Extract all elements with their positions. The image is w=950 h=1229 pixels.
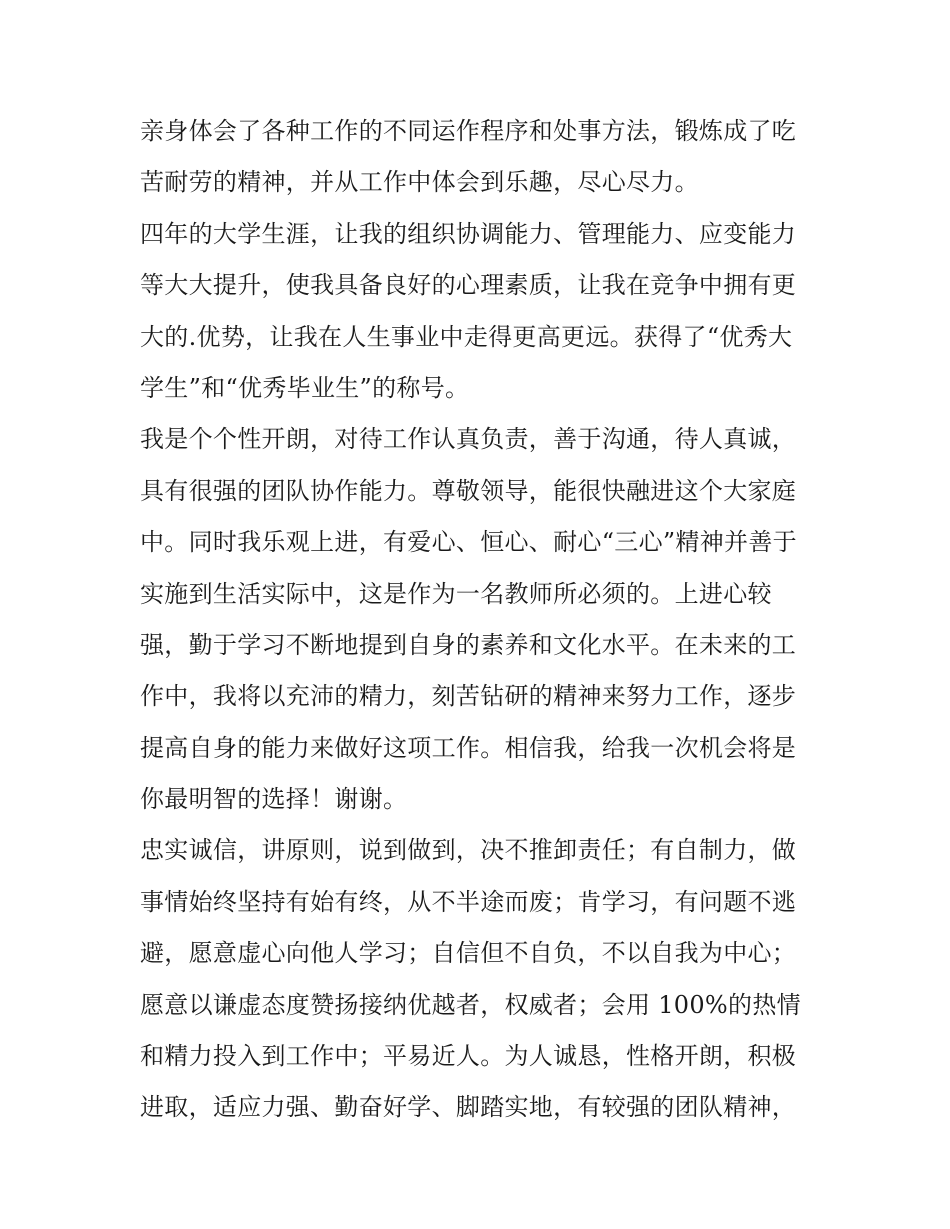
text-line: 实施到生活实际中，这是作为一名教师所必须的。上进心较 [140, 579, 772, 608]
text-line: 愿意以谦虚态度赞扬接纳优越者，权威者；会用 100%的热情 [140, 990, 801, 1019]
text-line: 中。同时我乐观上进，有爱心、恒心、耐心“三心”精神并善于 [140, 528, 797, 557]
text-line: 具有很强的团队协作能力。尊敬领导，能很快融进这个大家庭 [140, 476, 797, 505]
text-line: 等大大提升，使我具备良好的心理素质，让我在竞争中拥有更 [140, 271, 797, 300]
document-body [140, 106, 830, 1134]
text-line: 大的.优势，让我在人生事业中走得更高更远。获得了“优秀大 [140, 322, 793, 351]
text-line: 苦耐劳的精神，并从工作中体会到乐趣，尽心尽力。 [140, 168, 699, 197]
text-line: 忠实诚信，讲原则，说到做到，决不推卸责任；有自制力，做 [140, 836, 797, 865]
text-line: 四年的大学生涯，让我的组织协调能力、管理能力、应变能力 [140, 219, 797, 248]
text-line: 避，愿意虚心向他人学习；自信但不自负，不以自我为中心； [140, 939, 797, 968]
text-line: 强，勤于学习不断地提到自身的素养和文化水平。在未来的工 [140, 630, 797, 659]
text-line: 亲身体会了各种工作的不同运作程序和处事方法，锻炼成了吃 [140, 117, 797, 145]
text-line: 事情始终坚持有始有终，从不半途而废；肯学习，有问题不逃 [140, 887, 797, 916]
text-line: 你最明智的选择！谢谢。 [140, 785, 408, 814]
text-line: 提高自身的能力来做好这项工作。相信我，给我一次机会将是 [140, 733, 797, 762]
text-line: 学生”和“优秀毕业生”的称号。 [140, 373, 470, 402]
text-line: 作中，我将以充沛的精力，刻苦钻研的精神来努力工作，逐步 [140, 682, 797, 711]
text-line: 进取，适应力强、勤奋好学、脚踏实地，有较强的团队精神， [140, 1093, 797, 1122]
text-line: 我是个个性开朗，对待工作认真负责，善于沟通，待人真诚， [140, 425, 797, 454]
text-line: 和精力投入到工作中；平易近人。为人诚恳，性格开朗，积极 [140, 1042, 797, 1071]
